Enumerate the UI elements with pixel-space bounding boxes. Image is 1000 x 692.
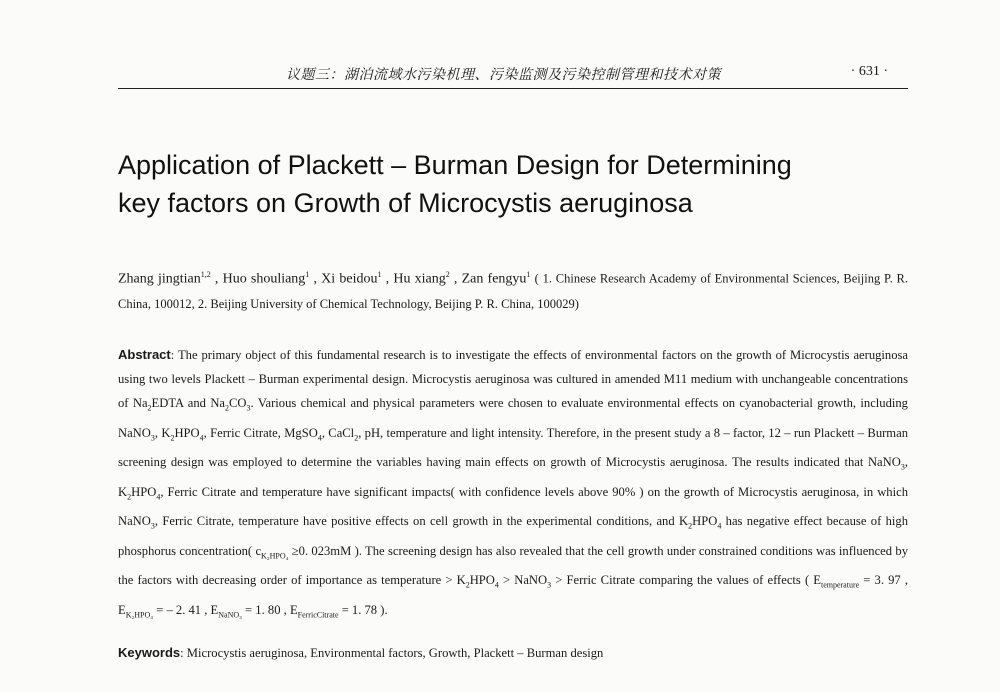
page-number: · 631 · (850, 64, 888, 79)
abstract-label: Abstract (118, 347, 171, 362)
keywords (118, 641, 908, 665)
abstract-subscript: 4 (199, 433, 204, 443)
abstract-text: , Ferric Citrate, temperature have positive effects on cell growth in the experimental conditions, and K (154, 514, 689, 529)
paper-title-line-1: Application of Plackett – Burman Design for Determining (118, 150, 792, 180)
author-name: Zan fengyu (461, 271, 527, 287)
abstract-subscript: 4 (156, 492, 161, 502)
abstract-text: , K (154, 425, 171, 440)
abstract-text: = 1. 80 , E (241, 602, 298, 617)
abstract-subscript: 2 (225, 403, 230, 413)
abstract-subscript: 3 (150, 521, 155, 531)
abstract-text: , CaCl (321, 425, 355, 440)
abstract-subscript: 2 (170, 433, 175, 443)
abstract-text: . Various chemical and physical parameters were chosen to evaluate environmental effects on cyanobacterial growth, including NaNO (118, 396, 908, 440)
abstract-subscript: 2 (127, 492, 132, 502)
abstract-text: HPO (131, 484, 157, 499)
keywords-label: Keywords (118, 645, 181, 660)
abstract-subscript: 4 (494, 580, 499, 590)
author-name: Hu xiang (393, 271, 446, 287)
abstract-subscript: 3 (246, 403, 251, 413)
abstract-subscript: 3 (150, 433, 155, 443)
abstract-text: , Ferric Citrate, MgSO (203, 425, 318, 440)
abstract-subscript: 4 (317, 433, 322, 443)
abstract-text: HPO (692, 514, 718, 529)
abstract-subscript: 3 (900, 462, 905, 472)
author-affiliation-mark: 1 (526, 270, 531, 279)
abstract (118, 343, 908, 627)
keywords-text: : Microcystis aeruginosa, Environmental factors, Growth, Plackett – Burman design (180, 646, 604, 660)
abstract-text: , K (118, 455, 908, 499)
running-header-title: 议题三：湖泊流域水污染机理、污染监测及污染控制管理和技术对策 (286, 68, 721, 83)
abstract-text: = – 2. 41 , E (153, 602, 219, 617)
running-header (118, 62, 908, 89)
abstract-subscript: 2 (688, 521, 693, 531)
abstract-text: = 3. 97 , E (118, 573, 908, 617)
abstract-text: HPO (174, 425, 200, 440)
abstract-subscript: K₂HPO₄ (125, 610, 154, 620)
author-affiliation-mark: 1 (305, 270, 310, 279)
paper-title-line-2: key factors on Growth of Microcystis aeruginosa (118, 188, 693, 218)
abstract-text: has negative effect because of high phosphorus concentration( c (118, 514, 909, 558)
abstract-subscript: 3 (547, 580, 552, 590)
author-affiliations: ( 1. Chinese Research Academy of Environmental Sciences, Beijing P. R. China, 100012, 2. Beijing University of Chemical Technology, Beijing P. R. China, 100029) (118, 271, 908, 311)
abstract-text: > NaNO (498, 573, 548, 588)
abstract-text: : The primary object of this fundamental research is to investigate the effects of environmental factors on the growth of Microcystis aeruginosa using two levels Plackett – Burman experimental design. Microcystis aeruginosa was cultured in amended M11 medium with unchangeable concentrations of Na (118, 348, 908, 410)
author-affiliation-mark: 1 (377, 270, 382, 279)
abstract-text: ≥0. 023mM ). The screening design has also revealed that the cell growth under constrained conditions was influenced by the factors with decreasing order of importance as temperature > K (118, 543, 908, 588)
author-affiliation-mark: 2 (445, 270, 450, 279)
author-list: Zhang jingtian$^{1,2}$ , Huo shouliang$^1$ , Xi beidou$^1$ , Hu xiang$^2$ , Zan fengyu$^1$ ( 1. Chinese Research Academy of Environmental Sciences, Beijing P. R. China, 100012, 2. Beijing University of Chemical Technology, Beijing P. R. China, 100029) (118, 270, 908, 311)
abstract-subscript: 2 (354, 433, 359, 443)
abstract-subscript: NaNO₃ (218, 610, 242, 620)
author-affiliation-mark: 1,2 (200, 270, 211, 279)
abstract-text: EDTA and Na (151, 396, 226, 410)
abstract-subscript: K₂HPO₄ (261, 551, 289, 561)
abstract-text: , Ferric Citrate and temperature have significant impacts( with confidence levels above 90% ) on the growth of Microcystis aeruginosa, in which NaNO (118, 484, 908, 529)
abstract-text: , pH, temperature and light intensity. Therefore, in the present study a 8 – factor, 12 – run Plackett – Burman screening design was employed to determine the variables having main effects on growth of Microcystis aeruginosa. The results indicated that NaNO (118, 425, 908, 470)
abstract-text: = 1. 78 ). (338, 602, 388, 617)
abstract-subscript: 2 (147, 403, 152, 413)
abstract-text: HPO (469, 573, 495, 588)
author-name: Zhang jingtian (118, 271, 201, 287)
abstract-text: > Ferric Citrate comparing the values of effects ( E (551, 573, 821, 588)
abstract-subscript: FerricCitrate (297, 610, 339, 620)
abstract-subscript: temperature (820, 580, 860, 590)
abstract-subscript: 4 (717, 521, 722, 531)
author-name: Huo shouliang (222, 271, 306, 287)
abstract-subscript: 2 (465, 580, 470, 590)
author-name: Xi beidou (321, 271, 378, 287)
paper-title (118, 146, 918, 222)
abstract-text: CO (229, 396, 247, 410)
